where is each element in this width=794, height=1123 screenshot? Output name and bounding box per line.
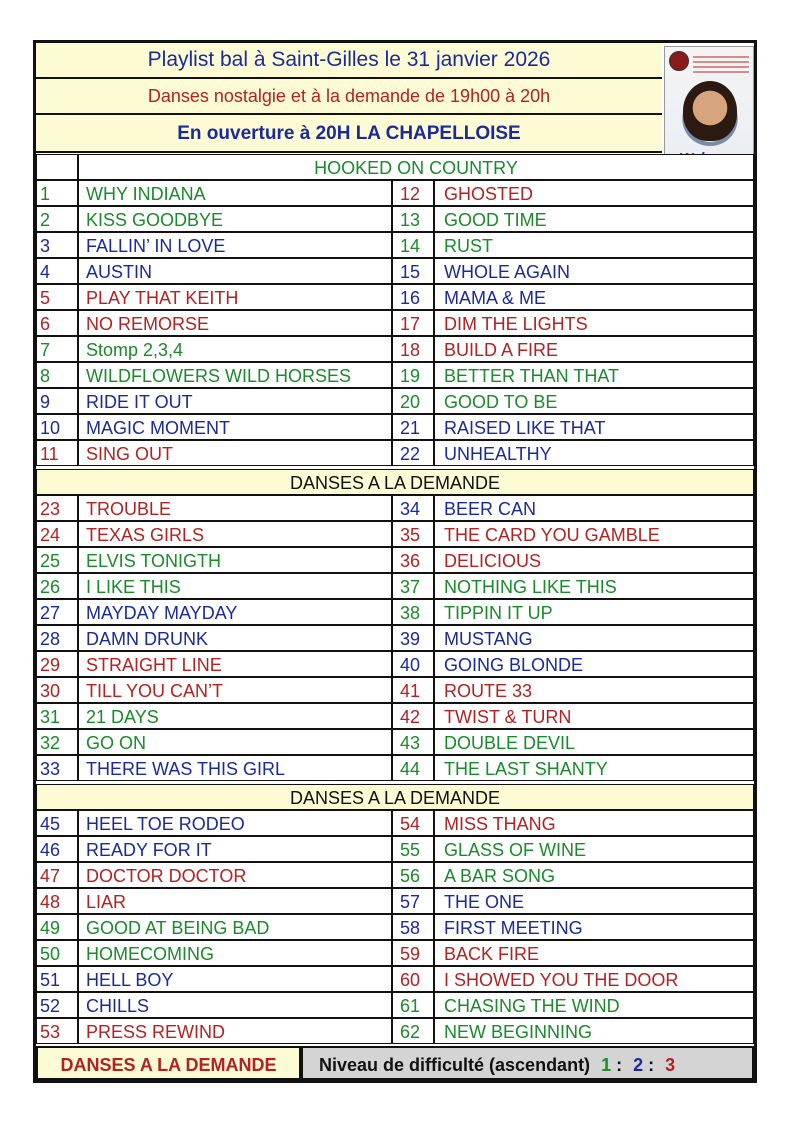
song-number: 32 [36, 729, 78, 755]
song-title: GOOD AT BEING BAD [78, 914, 392, 940]
table-row [36, 888, 754, 914]
song-title: CHASING THE WIND [434, 992, 754, 1018]
song-number: 41 [392, 677, 434, 703]
song-title: FALLIN’ IN LOVE [78, 232, 392, 258]
song-number: 46 [36, 836, 78, 862]
song-title: HOMECOMING [78, 940, 392, 966]
song-title: THE CARD YOU GAMBLE [434, 521, 754, 547]
table-row [36, 862, 754, 888]
table-row [36, 180, 754, 206]
song-title: HEEL TOE RODEO [78, 810, 392, 836]
song-number: 34 [392, 495, 434, 521]
song-title: GOOD TIME [434, 206, 754, 232]
song-title: DELICIOUS [434, 547, 754, 573]
table-row [36, 521, 754, 547]
table-row [36, 336, 754, 362]
song-title: NO REMORSE [78, 310, 392, 336]
song-title: PRESS REWIND [78, 1018, 392, 1044]
song-number: 15 [392, 258, 434, 284]
song-title: GHOSTED [434, 180, 754, 206]
table-row [36, 599, 754, 625]
song-title: MUSTANG [434, 625, 754, 651]
table-row [36, 414, 754, 440]
level-1: 1 [601, 1055, 612, 1075]
table-row [36, 810, 754, 836]
song-title: CHILLS [78, 992, 392, 1018]
song-number: 6 [36, 310, 78, 336]
song-title: TWIST & TURN [434, 703, 754, 729]
song-number: 18 [392, 336, 434, 362]
song-title: ROUTE 33 [434, 677, 754, 703]
song-number: 2 [36, 206, 78, 232]
song-number: 4 [36, 258, 78, 284]
legend-footer [36, 1046, 754, 1080]
table-row [36, 755, 754, 781]
table-row [36, 232, 754, 258]
song-number: 20 [392, 388, 434, 414]
song-title: TIPPIN IT UP [434, 599, 754, 625]
song-number: 44 [392, 755, 434, 781]
legend-label: DANSES A LA DEMANDE [36, 1046, 301, 1080]
song-title: KISS GOODBYE [78, 206, 392, 232]
song-number: 35 [392, 521, 434, 547]
song-number: 37 [392, 573, 434, 599]
song-number: 45 [36, 810, 78, 836]
table-row [36, 258, 754, 284]
song-title: WHY INDIANA [78, 180, 392, 206]
table-row [36, 310, 754, 336]
song-number: 3 [36, 232, 78, 258]
section-title: DANSES A LA DEMANDE [36, 784, 754, 810]
song-number: 21 [392, 414, 434, 440]
song-number: 33 [36, 755, 78, 781]
playlist-sheet [33, 40, 757, 1083]
song-title: TROUBLE [78, 495, 392, 521]
song-title: I LIKE THIS [78, 573, 392, 599]
table-row [36, 651, 754, 677]
song-title: RIDE IT OUT [78, 388, 392, 414]
song-number: 17 [392, 310, 434, 336]
section-title: DANSES A LA DEMANDE [36, 469, 754, 495]
song-number: 56 [392, 862, 434, 888]
song-number: 38 [392, 599, 434, 625]
table-row [36, 1018, 754, 1044]
song-number: 51 [36, 966, 78, 992]
song-title: MAYDAY MAYDAY [78, 599, 392, 625]
table-row [36, 677, 754, 703]
table-row [36, 362, 754, 388]
song-number: 19 [392, 362, 434, 388]
song-number: 60 [392, 966, 434, 992]
level-2: 2 [633, 1055, 644, 1075]
difficulty-legend [301, 1046, 754, 1080]
song-title: HELL BOY [78, 966, 392, 992]
song-number: 26 [36, 573, 78, 599]
song-title: BEER CAN [434, 495, 754, 521]
song-number: 1 [36, 180, 78, 206]
table-row [36, 547, 754, 573]
table-row [36, 440, 754, 466]
table-row [36, 940, 754, 966]
song-number: 10 [36, 414, 78, 440]
song-title: GLASS OF WINE [434, 836, 754, 862]
song-number: 58 [392, 914, 434, 940]
song-title: GOOD TO BE [434, 388, 754, 414]
song-title: WILDFLOWERS WILD HORSES [78, 362, 392, 388]
song-title: STRAIGHT LINE [78, 651, 392, 677]
song-title: TILL YOU CAN’T [78, 677, 392, 703]
song-title: BACK FIRE [434, 940, 754, 966]
song-title: A BAR SONG [434, 862, 754, 888]
song-title: DOCTOR DOCTOR [78, 862, 392, 888]
song-title: BUILD A FIRE [434, 336, 754, 362]
song-title: TEXAS GIRLS [78, 521, 392, 547]
table-row [36, 573, 754, 599]
song-title: DAMN DRUNK [78, 625, 392, 651]
song-number: 23 [36, 495, 78, 521]
table-row [36, 388, 754, 414]
song-number: 27 [36, 599, 78, 625]
level-sep-1: : [616, 1055, 623, 1075]
song-title: ELVIS TONIGTH [78, 547, 392, 573]
level-sep-2: : [648, 1055, 655, 1075]
song-title: FIRST MEETING [434, 914, 754, 940]
song-number: 49 [36, 914, 78, 940]
song-title: DOUBLE DEVIL [434, 729, 754, 755]
song-number: 16 [392, 284, 434, 310]
song-title: RAISED LIKE THAT [434, 414, 754, 440]
table-row [36, 966, 754, 992]
song-number: 53 [36, 1018, 78, 1044]
song-title: GO ON [78, 729, 392, 755]
song-number: 42 [392, 703, 434, 729]
song-title: NEW BEGINNING [434, 1018, 754, 1044]
song-number: 22 [392, 440, 434, 466]
song-title: NOTHING LIKE THIS [434, 573, 754, 599]
song-number: 48 [36, 888, 78, 914]
song-number: 9 [36, 388, 78, 414]
song-number: 36 [392, 547, 434, 573]
song-number: 25 [36, 547, 78, 573]
page-title: Playlist bal à Saint-Gilles le 31 janvier 2026 [36, 43, 662, 79]
song-title: THERE WAS THIS GIRL [78, 755, 392, 781]
song-title: PLAY THAT KEITH [78, 284, 392, 310]
song-title: 21 DAYS [78, 703, 392, 729]
table-row [36, 206, 754, 232]
song-number: 5 [36, 284, 78, 310]
song-number: 29 [36, 651, 78, 677]
song-number: 52 [36, 992, 78, 1018]
song-title: MAGIC MOMENT [78, 414, 392, 440]
section-title: HOOKED ON COUNTRY [78, 154, 754, 180]
table-row [36, 992, 754, 1018]
song-title: GOING BLONDE [434, 651, 754, 677]
song-number: 7 [36, 336, 78, 362]
song-number: 13 [392, 206, 434, 232]
song-number: 24 [36, 521, 78, 547]
song-title: LIAR [78, 888, 392, 914]
song-title: I SHOWED YOU THE DOOR [434, 966, 754, 992]
song-title: BETTER THAN THAT [434, 362, 754, 388]
song-number: 47 [36, 862, 78, 888]
song-number: 14 [392, 232, 434, 258]
song-title: SING OUT [78, 440, 392, 466]
page-subtitle: Danses nostalgie et à la demande de 19h00 à 20h [36, 79, 662, 115]
song-title: THE LAST SHANTY [434, 755, 754, 781]
song-number: 39 [392, 625, 434, 651]
song-number: 40 [392, 651, 434, 677]
song-title: AUSTIN [78, 258, 392, 284]
level-3: 3 [665, 1055, 676, 1075]
song-number: 50 [36, 940, 78, 966]
song-title: Stomp 2,3,4 [78, 336, 392, 362]
table-row [36, 729, 754, 755]
song-title: WHOLE AGAIN [434, 258, 754, 284]
song-number: 62 [392, 1018, 434, 1044]
song-number: 43 [392, 729, 434, 755]
song-title: RUST [434, 232, 754, 258]
song-number: 61 [392, 992, 434, 1018]
song-title: MAMA & ME [434, 284, 754, 310]
difficulty-label: Niveau de difficulté (ascendant) [319, 1055, 591, 1075]
song-number: 59 [392, 940, 434, 966]
table-row [36, 495, 754, 521]
song-title: READY FOR IT [78, 836, 392, 862]
portrait-icon [683, 81, 737, 141]
table-row [36, 703, 754, 729]
song-title: MISS THANG [434, 810, 754, 836]
song-number: 54 [392, 810, 434, 836]
song-title: THE ONE [434, 888, 754, 914]
table-row [36, 284, 754, 310]
song-title: DIM THE LIGHTS [434, 310, 754, 336]
opening-line: En ouverture à 20H LA CHAPELLOISE [36, 115, 662, 153]
logo-text-lines [693, 53, 749, 76]
table-row [36, 625, 754, 651]
song-number: 12 [392, 180, 434, 206]
song-number: 28 [36, 625, 78, 651]
song-number: 11 [36, 440, 78, 466]
song-number: 8 [36, 362, 78, 388]
table-row [36, 836, 754, 862]
song-number: 30 [36, 677, 78, 703]
badge-icon [669, 51, 689, 71]
song-number: 31 [36, 703, 78, 729]
header-blank-cell [36, 154, 78, 180]
song-number: 55 [392, 836, 434, 862]
song-number: 57 [392, 888, 434, 914]
song-title: UNHEALTHY [434, 440, 754, 466]
table-row [36, 914, 754, 940]
